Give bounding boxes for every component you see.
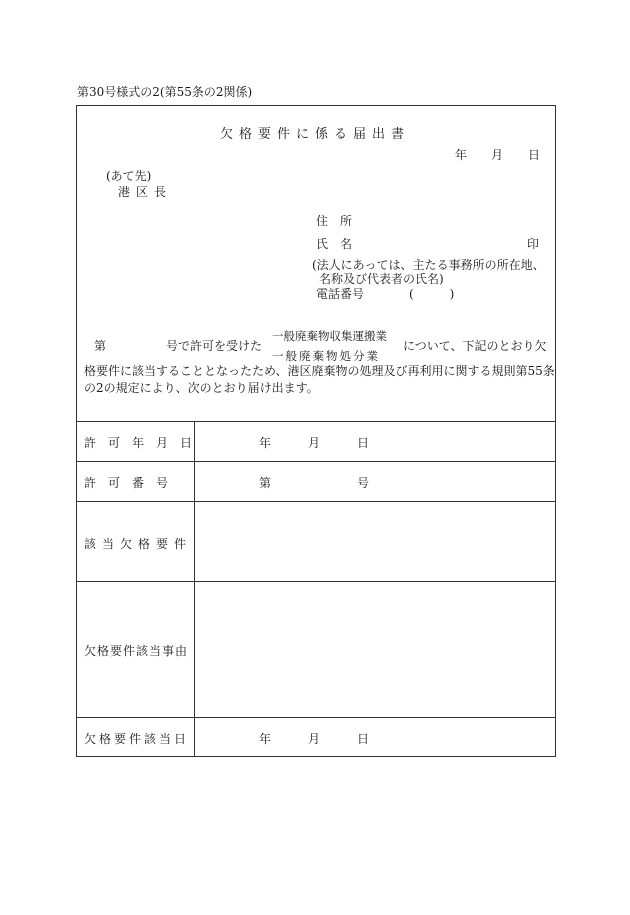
- permit-date-year: 年: [259, 436, 272, 450]
- business-type-collection: 一般廃棄物収集運搬業: [272, 329, 387, 343]
- row-label-reason: 欠格要件該当事由: [84, 644, 189, 658]
- row-label-permit-number: 許 可 番 号: [84, 476, 169, 490]
- row-label-disqualification: 該当欠格要件: [84, 537, 193, 551]
- date-year: 年: [455, 148, 468, 162]
- body-permit-phrase: 号で許可を受けた: [166, 339, 263, 353]
- body-line-2: 格要件に該当することとなったため、港区廃棄物の処理及び再利用に関する規則第55条: [84, 364, 555, 378]
- row-divider: [76, 581, 556, 582]
- applicable-date-month: 月: [308, 732, 321, 746]
- permit-number-dai: 第: [259, 476, 272, 490]
- corporate-note-line-1: (法人にあっては、主たる事務所の所在地、: [312, 258, 545, 272]
- row-divider: [76, 461, 556, 462]
- form-frame: [76, 105, 556, 757]
- corporate-note-line-2: 名称及び代表者の氏名): [319, 272, 444, 286]
- permit-number-go: 号: [357, 476, 370, 490]
- row-divider: [76, 501, 556, 502]
- table-top-border: [76, 421, 556, 422]
- phone-label: 電話番号: [316, 287, 365, 301]
- business-type-disposal: 一般廃棄物処分業: [272, 349, 380, 363]
- recipient-name: 港区長: [118, 185, 173, 199]
- permit-date-month: 月: [308, 436, 321, 450]
- applicable-date-year: 年: [259, 732, 272, 746]
- phone-parentheses: ( ): [409, 287, 455, 301]
- recipient-label: (あて先): [106, 169, 152, 183]
- form-number: 第30号様式の2(第55条の2関係): [77, 85, 253, 99]
- date-month: 月: [491, 148, 504, 162]
- row-divider: [76, 717, 556, 718]
- name-label: 氏 名: [316, 237, 353, 251]
- document-title: 欠格要件に係る届出書: [219, 127, 410, 142]
- address-label: 住 所: [316, 214, 353, 228]
- date-day: 日: [528, 148, 541, 162]
- body-line-3: の2の規定により、次のとおり届け出ます。: [84, 381, 319, 395]
- row-label-permit-date: 許 可 年 月 日: [84, 436, 193, 450]
- body-dai: 第: [94, 339, 107, 353]
- applicable-date-day: 日: [357, 732, 370, 746]
- seal-mark: 印: [527, 237, 540, 251]
- permit-date-day: 日: [357, 436, 370, 450]
- body-continues: について、下記のとおり欠: [403, 339, 547, 353]
- row-label-applicable-date: 欠格要件該当日: [84, 732, 190, 746]
- column-divider: [194, 421, 195, 757]
